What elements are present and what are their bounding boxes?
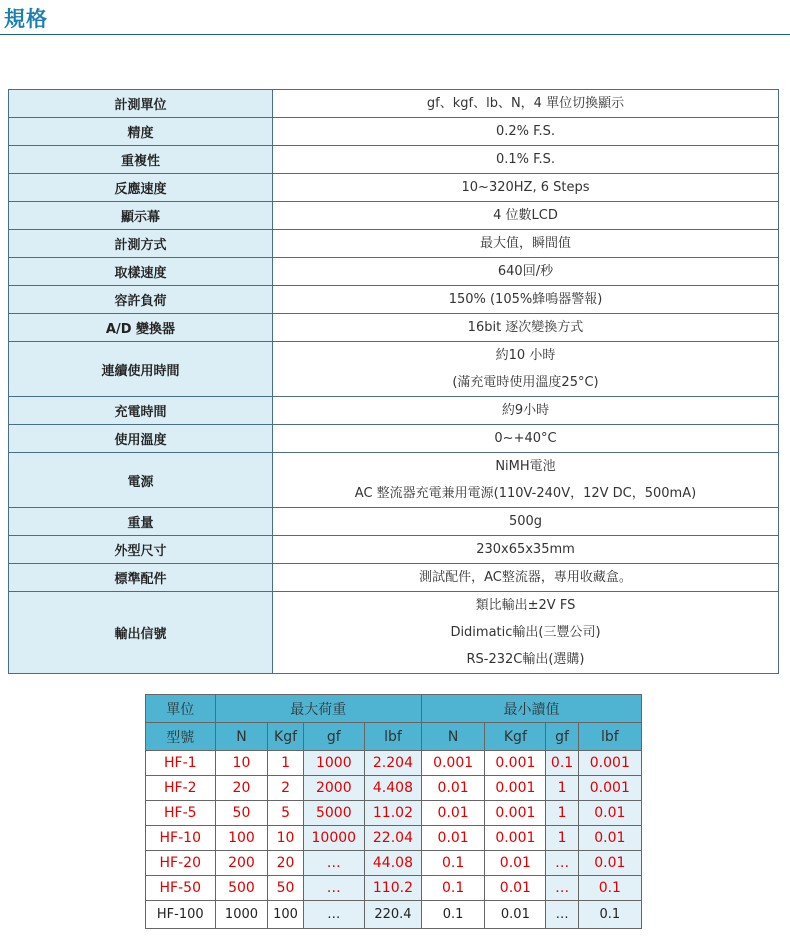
spec-value-line: 類比輸出±2V FS	[475, 598, 576, 613]
spec-value	[273, 118, 779, 146]
spec-label: 連續使用時間	[9, 342, 273, 397]
model-value-cell: 0.001	[485, 801, 546, 826]
model-value-cell: 5000	[303, 801, 364, 826]
model-value-cell: 0.001	[485, 776, 546, 801]
spec-row	[9, 174, 779, 202]
spec-value-line: 0~+40°C	[494, 431, 557, 446]
unit-cell: gf	[303, 723, 364, 751]
spec-row	[9, 314, 779, 342]
unit-cell: N	[215, 723, 268, 751]
model-header-cell: 型號	[146, 723, 216, 751]
spec-label: 電源	[9, 453, 273, 508]
spec-label: 輸出信號	[9, 592, 273, 674]
unit-cell: gf	[546, 723, 578, 751]
model-row	[146, 776, 642, 801]
spec-value	[273, 230, 779, 258]
spec-label: 計測單位	[9, 90, 273, 118]
model-value-cell: 4.408	[364, 776, 421, 801]
spec-value	[273, 564, 779, 592]
model-value-cell: 100	[215, 826, 268, 851]
model-value-cell: 1	[546, 776, 578, 801]
spec-row	[9, 90, 779, 118]
spec-label: 顯示幕	[9, 202, 273, 230]
spec-row	[9, 425, 779, 453]
spec-label: 精度	[9, 118, 273, 146]
spec-value-line: RS-232C輸出(選購)	[466, 652, 585, 667]
model-value-cell: 20	[215, 776, 268, 801]
model-value-cell: 11.02	[364, 801, 421, 826]
spec-value	[273, 592, 779, 674]
spec-value-line: 約9小時	[501, 403, 550, 418]
spec-value-line: gf、kgf、lb、N，4 單位切換顯示	[426, 96, 625, 111]
model-value-cell: 0.001	[578, 751, 641, 776]
spec-value-line: AC 整流器充電兼用電源(110V-240V，12V DC，500mA)	[354, 486, 697, 501]
model-value-cell: 0.01	[578, 851, 641, 876]
spec-value-line: 500g	[508, 514, 543, 529]
unit-cell: lbf	[578, 723, 641, 751]
spec-value	[273, 425, 779, 453]
spec-label: 重複性	[9, 146, 273, 174]
model-value-cell: 0.1	[546, 751, 578, 776]
model-name-cell: HF-20	[146, 851, 216, 876]
spec-value-line: 4 位數LCD	[493, 208, 558, 223]
spec-row	[9, 286, 779, 314]
model-value-cell: 5	[268, 801, 303, 826]
spec-label: 充電時間	[9, 397, 273, 425]
model-value-cell: 0.01	[485, 851, 546, 876]
spec-label: 計測方式	[9, 230, 273, 258]
model-name-cell: HF-100	[146, 901, 216, 929]
spec-label: 反應速度	[9, 174, 273, 202]
model-value-cell: 0.001	[485, 826, 546, 851]
spec-value-line: Didimatic輸出(三豐公司)	[450, 625, 601, 640]
title-divider	[0, 34, 790, 35]
spec-value	[273, 508, 779, 536]
model-value-cell: …	[303, 876, 364, 901]
spec-value-line: 640回/秒	[497, 264, 554, 279]
spec-value	[273, 342, 779, 397]
model-value-cell: 0.1	[578, 876, 641, 901]
model-value-cell: 1	[268, 751, 303, 776]
spec-value-line: 16bit 逐次變換方式	[467, 320, 584, 335]
spec-value-line: 10~320HZ, 6 Steps	[461, 180, 590, 195]
model-value-cell: 1000	[303, 751, 364, 776]
spec-value-line: NiMH電池	[495, 459, 556, 474]
model-value-cell: 44.08	[364, 851, 421, 876]
model-value-cell: 0.001	[421, 751, 484, 776]
spec-row	[9, 202, 779, 230]
model-row	[146, 901, 642, 929]
spec-value	[273, 202, 779, 230]
spec-row	[9, 453, 779, 508]
spec-row	[9, 118, 779, 146]
model-value-cell: 220.4	[364, 901, 421, 929]
spec-value-line: 測試配件，AC整流器，專用收藏盒。	[419, 570, 632, 585]
model-value-cell: 500	[215, 876, 268, 901]
model-name-cell: HF-2	[146, 776, 216, 801]
model-name-cell: HF-1	[146, 751, 216, 776]
spec-row	[9, 230, 779, 258]
model-row	[146, 826, 642, 851]
model-row	[146, 851, 642, 876]
model-table-unit-row	[146, 723, 642, 751]
spec-value	[273, 174, 779, 202]
spec-row	[9, 146, 779, 174]
model-value-cell: …	[303, 851, 364, 876]
model-value-cell: 2000	[303, 776, 364, 801]
model-value-cell: 1	[546, 801, 578, 826]
model-value-cell: 0.01	[578, 826, 641, 851]
spec-label: 重量	[9, 508, 273, 536]
model-value-cell: 200	[215, 851, 268, 876]
model-value-cell: 22.04	[364, 826, 421, 851]
spec-label: A/D 變換器	[9, 314, 273, 342]
model-value-cell: …	[546, 876, 578, 901]
spec-table	[8, 89, 779, 674]
spec-row	[9, 592, 779, 674]
model-value-cell: 110.2	[364, 876, 421, 901]
model-value-cell: …	[546, 901, 578, 929]
model-value-cell: 0.01	[578, 801, 641, 826]
spec-value	[273, 286, 779, 314]
unit-header-cell: 單位	[146, 695, 216, 723]
unit-cell: Kgf	[268, 723, 303, 751]
model-value-cell: 0.1	[421, 876, 484, 901]
model-table	[145, 694, 642, 929]
min-reading-header-cell: 最小讀值	[421, 695, 641, 723]
spec-value-line: (滿充電時使用溫度25°C)	[452, 375, 599, 390]
model-value-cell: 0.1	[421, 901, 484, 929]
spec-value	[273, 536, 779, 564]
model-row	[146, 876, 642, 901]
spec-value-line: 最大值，瞬間值	[479, 236, 571, 251]
spec-value-line: 0.1% F.S.	[495, 152, 556, 167]
model-value-cell: 2.204	[364, 751, 421, 776]
model-value-cell: 0.01	[485, 876, 546, 901]
model-value-cell: 0.01	[421, 776, 484, 801]
model-value-cell: 10000	[303, 826, 364, 851]
unit-cell: lbf	[364, 723, 421, 751]
model-table-header-row	[146, 695, 642, 723]
model-value-cell: 20	[268, 851, 303, 876]
model-value-cell: …	[546, 851, 578, 876]
spec-value	[273, 397, 779, 425]
model-value-cell: 0.01	[421, 826, 484, 851]
spec-row	[9, 258, 779, 286]
spec-label: 外型尺寸	[9, 536, 273, 564]
model-value-cell: 0.001	[485, 751, 546, 776]
model-value-cell: …	[303, 901, 364, 929]
spec-label: 容許負荷	[9, 286, 273, 314]
spec-row	[9, 508, 779, 536]
model-name-cell: HF-5	[146, 801, 216, 826]
spec-value	[273, 258, 779, 286]
model-value-cell: 1000	[215, 901, 268, 929]
model-value-cell: 50	[215, 801, 268, 826]
max-load-header-cell: 最大荷重	[215, 695, 421, 723]
model-value-cell: 0.1	[421, 851, 484, 876]
model-name-cell: HF-10	[146, 826, 216, 851]
spec-label: 使用溫度	[9, 425, 273, 453]
model-value-cell: 0.1	[578, 901, 641, 929]
spec-label: 取樣速度	[9, 258, 273, 286]
model-name-cell: HF-50	[146, 876, 216, 901]
spec-row	[9, 564, 779, 592]
model-value-cell: 0.01	[485, 901, 546, 929]
model-value-cell: 50	[268, 876, 303, 901]
model-value-cell: 1	[546, 826, 578, 851]
spec-label: 標準配件	[9, 564, 273, 592]
model-row	[146, 801, 642, 826]
spec-value	[273, 314, 779, 342]
model-row	[146, 751, 642, 776]
spec-value	[273, 90, 779, 118]
unit-cell: N	[421, 723, 484, 751]
spec-row	[9, 342, 779, 397]
model-value-cell: 10	[215, 751, 268, 776]
spec-value-line: 0.2% F.S.	[495, 124, 556, 139]
spec-value-line: 230x65x35mm	[476, 542, 575, 557]
page-title: 規格	[4, 7, 48, 31]
spec-row	[9, 397, 779, 425]
model-value-cell: 0.001	[578, 776, 641, 801]
model-value-cell: 2	[268, 776, 303, 801]
unit-cell: Kgf	[485, 723, 546, 751]
model-value-cell: 100	[268, 901, 303, 929]
spec-value-line: 約10 小時	[495, 348, 556, 363]
model-value-cell: 0.01	[421, 801, 484, 826]
spec-value	[273, 453, 779, 508]
model-value-cell: 10	[268, 826, 303, 851]
spec-value	[273, 146, 779, 174]
spec-row	[9, 536, 779, 564]
spec-value-line: 150% (105%蜂鳴器警報)	[448, 292, 603, 307]
